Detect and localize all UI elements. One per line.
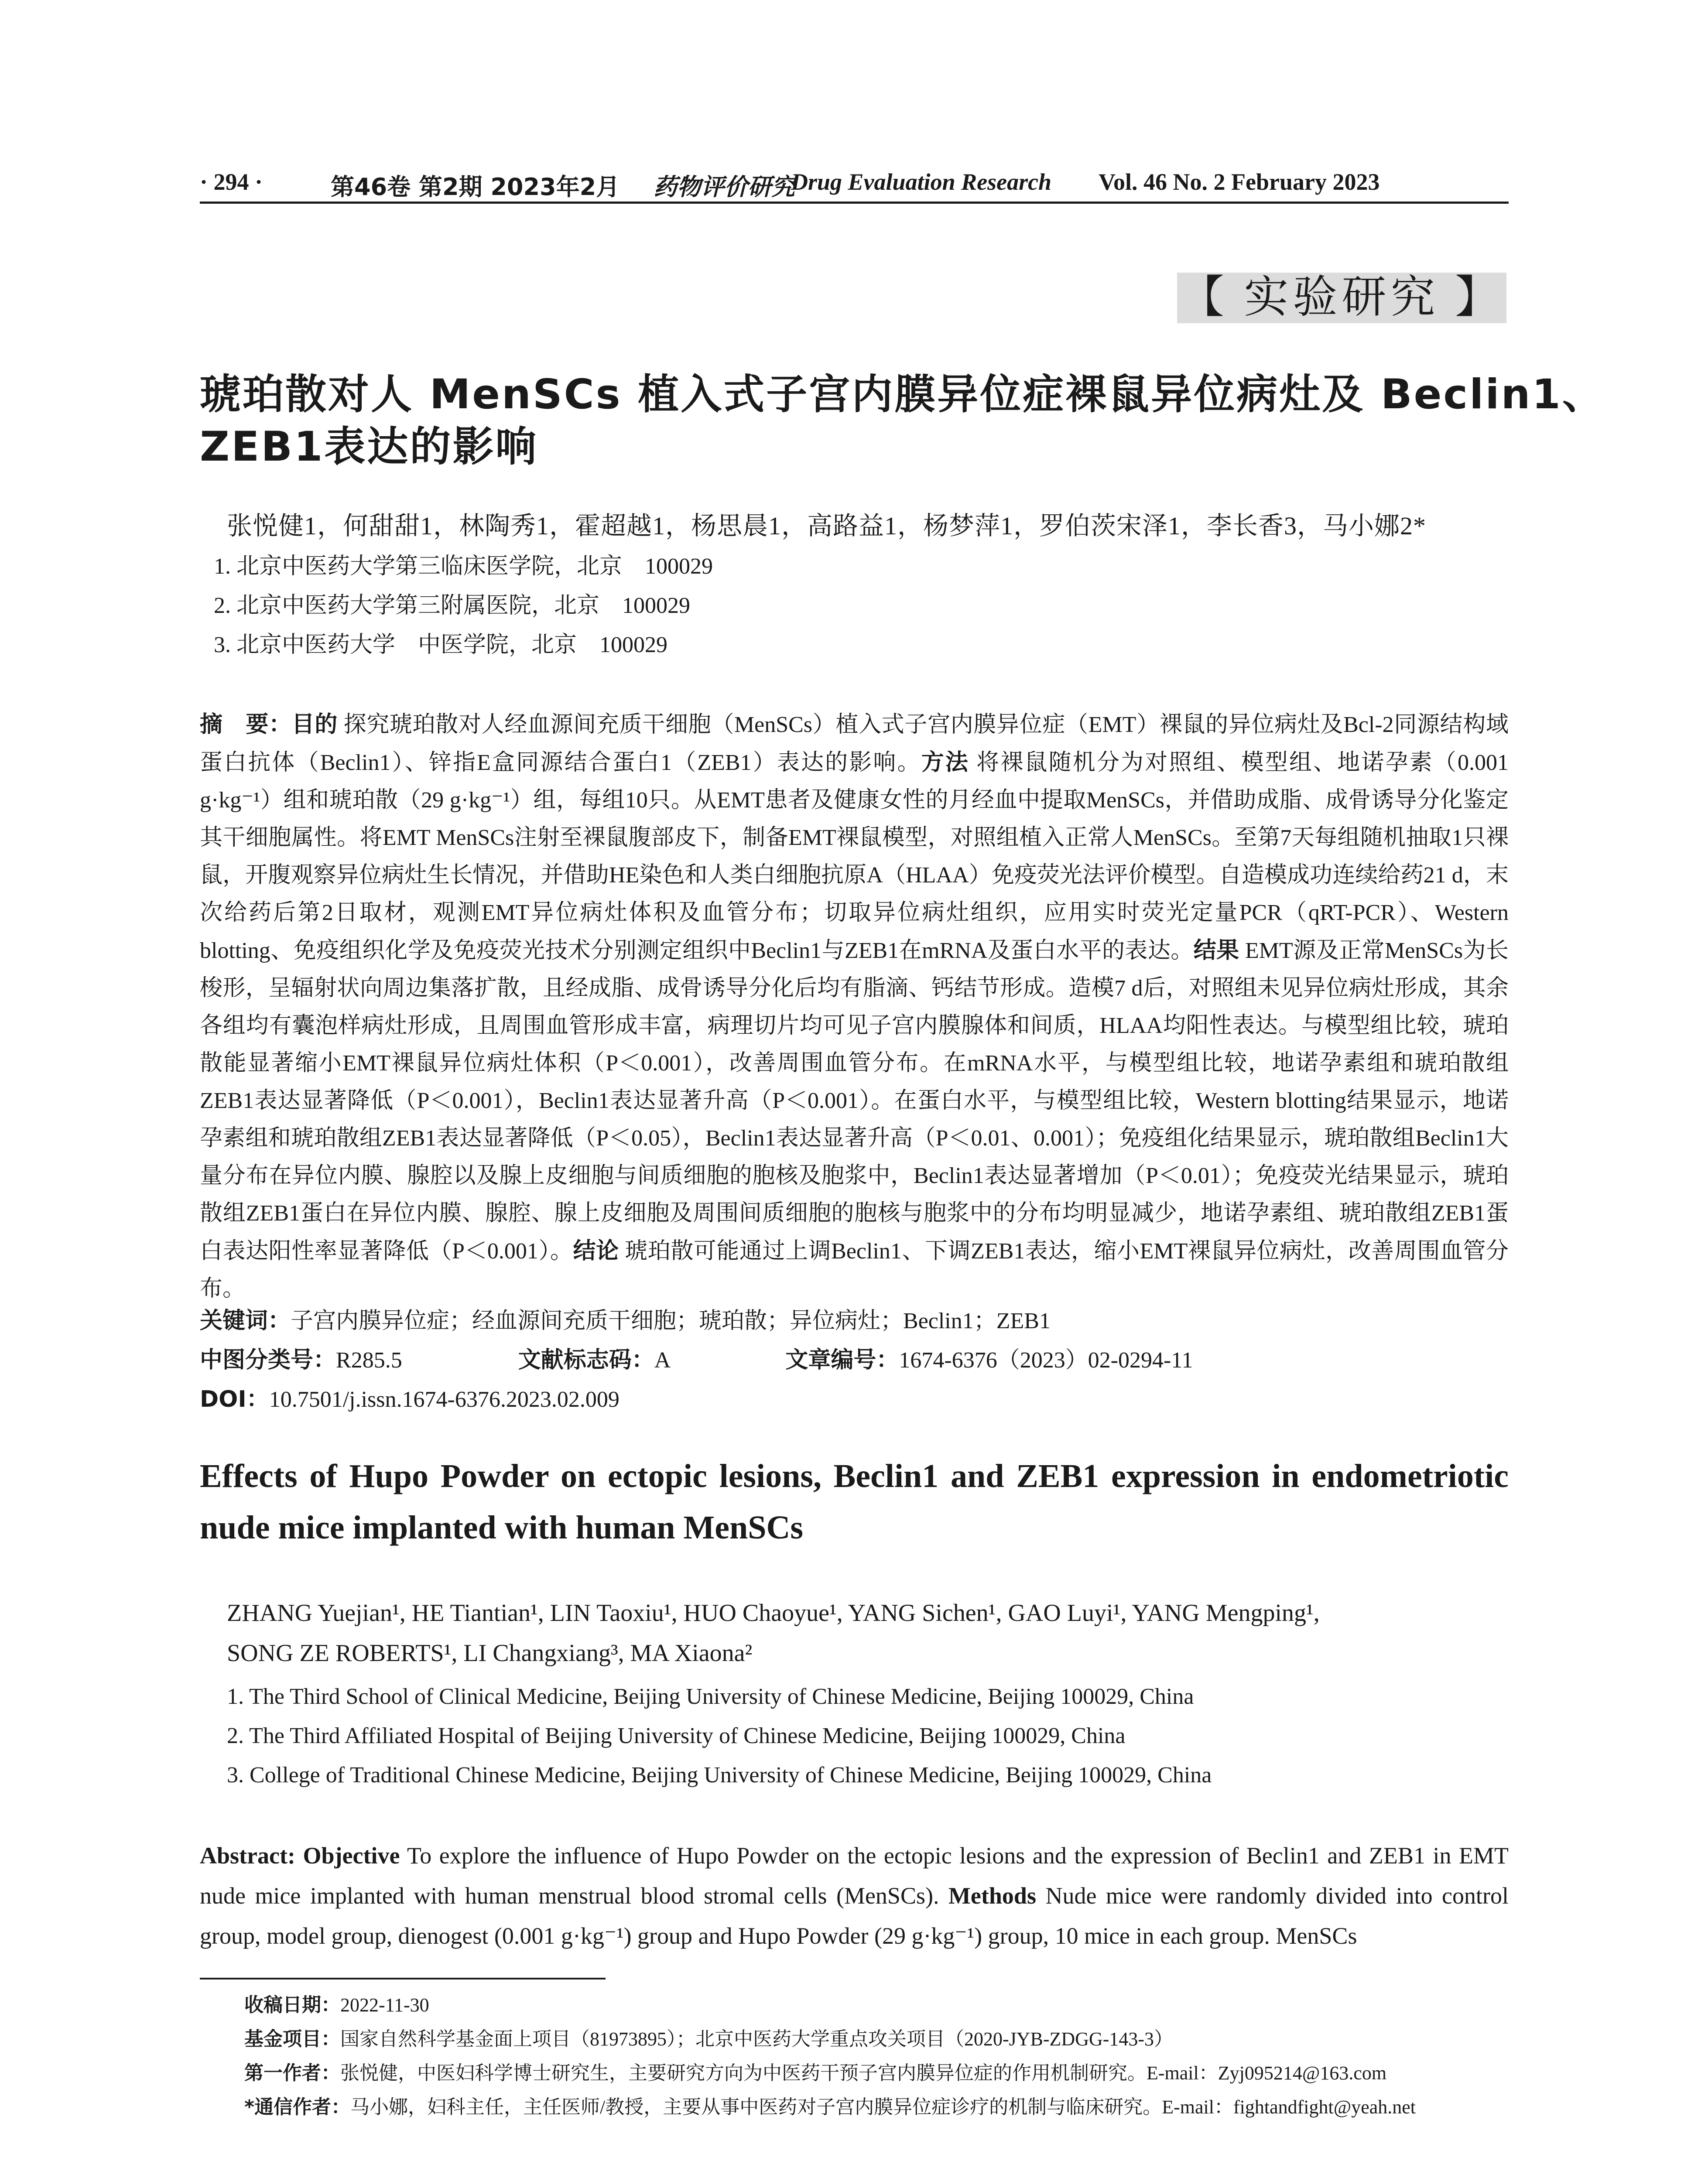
keywords-cn-label: 关键词： xyxy=(200,1308,291,1334)
header-rule xyxy=(200,202,1509,204)
results-cn: EMT源及正常MenSCs为长梭形，呈辐射状向周边集落扩散，且经成脂、成骨诱导分化后均有脂滴、钙结节形成。造模7 d后，对照组未见异位病灶形成，其余各组均有囊泡样病灶形成，且周围血管形成丰富，病理切片均可见子宫内膜腺体和间质，HLAA均阳性表达。与模型组比较，琥珀散能显著缩小EMT裸鼠异位病灶体积（P＜0.001），改善周围血管分布。在mRNA水平，与模型组比较，地诺孕素组和琥珀散组ZEB1表达显著降低（P＜0.001），Beclin1表达显著升高（P＜0.001）。在蛋白水平，与模型组比较，Western blotting结果显示，地诺孕素组和琥珀散组ZEB1表达显著降低（P＜0.05），Beclin1表达显著升高（P＜0.01、0.001）；免疫组化结果显示，琥珀散组Beclin1大量分布在异位内膜、腺腔以及腺上皮细胞与间质细胞的胞核及胞浆中，Beclin1表达显著增加（P＜0.01）；免疫荧光结果显示，琥珀散组ZEB1蛋白在异位内膜、腺腔、腺上皮细胞及周围间质细胞的胞核与胞浆中的分布均明显减少，地诺孕素组、琥珀散组ZEB1蛋白表达阳性率显著降低（P＜0.001）。 xyxy=(200,938,1509,1264)
methods-en: Nude mice were randomly divided into control group, model group, dienogest (0.001 g·kg⁻¹) group and Hupo Powder (29 g·kg⁻¹) group, 10 mice in each group. MenSCs xyxy=(200,1883,1509,1949)
footnote-corresponding xyxy=(244,2091,1416,2119)
authors-cn: 张悦健1，何甜甜1，林陶秀1，霍超越1，杨思晨1，高路益1，杨梦萍1，罗伯茨宋泽1，李长香3，马小娜2* xyxy=(227,512,1427,540)
footnote-rule xyxy=(200,1978,606,1979)
affiliation-en-1: 1. The Third School of Clinical Medicine, Beijing University of Chinese Medicine, Beijing 100029, China xyxy=(227,1684,1194,1709)
footnote-corresponding-label: *通信作者： xyxy=(244,2096,351,2118)
footnote-received-label: 收稿日期： xyxy=(244,1994,340,2016)
issue-en: Vol. 46 No. 2 February 2023 xyxy=(1099,169,1380,195)
conclusion-cn-label: 结论 xyxy=(573,1238,619,1264)
methods-cn: 将裸鼠随机分为对照组、模型组、地诺孕素（0.001 g·kg⁻¹）组和琥珀散（29 g·kg⁻¹）组，每组10只。从EMT患者及健康女性的月经血中提取MenSCs，并借助成脂、成骨诱导分化鉴定其干细胞属性。将EMT MenSCs注射至裸鼠腹部皮下，制备EMT裸鼠模型，对照组植入正常人MenSCs。至第7天每组随机抽取1只裸鼠，开腹观察异位病灶生长情况，并借助HE染色和人类白细胞抗原A（HLAA）免疫荧光法评价模型。自造模成功连续给药21 d，末次给药后第2日取材，观测EMT异位病灶体积及血管分布；切取异位病灶组织，应用实时荧光定量PCR（qRT-PCR）、Western blotting、免疫组织化学及免疫荧光技术分别测定组织中Beclin1与ZEB1在mRNA及蛋白水平的表达。 xyxy=(200,750,1509,963)
footnote-received xyxy=(244,1989,429,2017)
affiliation-en-3: 3. College of Traditional Chinese Medicine, Beijing University of Chinese Medicine, Beijing 100029, China xyxy=(227,1763,1212,1788)
affiliation-cn-2: 2. 北京中医药大学第三附属医院，北京 100029 xyxy=(214,593,691,618)
methods-cn-label: 方法 xyxy=(921,749,969,776)
objective-cn-label: 目的 xyxy=(291,711,338,738)
doc-code-label: 文献标志码： xyxy=(518,1347,654,1373)
methods-en-label: Methods xyxy=(948,1883,1036,1909)
journal-title-en: Drug Evaluation Research xyxy=(791,169,1052,195)
title-en: Effects of Hupo Powder on ectopic lesions, Beclin1 and ZEB1 expression in endometriotic nude mice implanted with human MenSCs xyxy=(200,1458,1509,1546)
abstract-en xyxy=(200,1836,1509,1956)
journal-logo-cn: 药物评价研究 xyxy=(654,174,795,200)
affiliation-cn-3: 3. 北京中医药大学 中医学院，北京 100029 xyxy=(214,632,668,657)
objective-en: To explore the influence of Hupo Powder on the ectopic lesions and the expression of Beclin1 and ZEB1 in EMT nude mice implanted with human menstrual blood stromal cells (MenSCs). xyxy=(200,1843,1509,1909)
affiliation-en-2: 2. The Third Affiliated Hospital of Beijing University of Chinese Medicine, Beijing 100029, China xyxy=(227,1723,1126,1748)
running-header xyxy=(200,168,1509,203)
doi-label: DOI： xyxy=(200,1386,269,1412)
keywords-cn xyxy=(200,1302,1051,1335)
keywords-cn-value: 子宫内膜异位症；经血源间充质干细胞；琥珀散；异位病灶；Beclin1；ZEB1 xyxy=(291,1309,1051,1333)
article-number-value: 1674-6376（2023）02-0294-11 xyxy=(899,1348,1193,1373)
title-cn-line2: ZEB1表达的影响 xyxy=(200,423,538,471)
footnote-received-value: 2022-11-30 xyxy=(340,1994,429,2016)
footnote-first-author xyxy=(244,2057,1386,2085)
objective-cn: 探究琥珀散对人经血源间充质干细胞（MenSCs）植入式子宫内膜异位症（EMT）裸鼠的异位病灶及Bcl-2同源结构域蛋白抗体（Beclin1）、锌指E盒同源结合蛋白1（ZEB1）表达的影响。 xyxy=(200,712,1509,775)
doi-line xyxy=(200,1381,620,1413)
doc-code-value: A xyxy=(654,1348,670,1373)
footnote-funding xyxy=(244,2023,1173,2051)
footnote-corresponding-value: 马小娜，妇科主任，主任医师/教授，主要从事中医药对子宫内膜异位症诊疗的机制与临床研究。E-mail：fightandfight@yeah.net xyxy=(350,2096,1416,2118)
doi-value: 10.7501/j.issn.1674-6376.2023.02.009 xyxy=(269,1387,620,1412)
conclusion-cn: 琥珀散可能通过上调Beclin1、下调ZEB1表达，缩小EMT裸鼠异位病灶，改善周围血管分布。 xyxy=(200,1239,1509,1301)
footnote-funding-label: 基金项目： xyxy=(244,2028,340,2050)
results-cn-label: 结果 xyxy=(1193,937,1239,964)
classification-line xyxy=(200,1341,1193,1374)
authors-en-line2: SONG ZE ROBERTS¹, LI Changxiang³, MA Xiaona² xyxy=(227,1640,753,1667)
clc-label: 中图分类号： xyxy=(200,1347,336,1373)
article-number-label: 文章编号： xyxy=(785,1347,899,1373)
authors-en xyxy=(227,1593,1509,1673)
objective-en-label: Objective xyxy=(303,1843,400,1869)
title-cn-line1: 琥珀散对人 MenSCs 植入式子宫内膜异位症裸鼠异位病灶及 Beclin1、 xyxy=(200,371,1605,418)
page-number: · 294 · xyxy=(200,169,263,195)
affiliation-cn-1: 1. 北京中医药大学第三临床医学院，北京 100029 xyxy=(214,554,713,579)
abstract-cn xyxy=(200,706,1509,1308)
section-tag: 【 实验研究 】 xyxy=(1177,273,1506,323)
issue-cn: 第46卷 第2期 2023年2月 xyxy=(331,173,620,201)
clc-value: R285.5 xyxy=(336,1348,402,1373)
footnote-first-author-label: 第一作者： xyxy=(244,2062,340,2084)
abstract-cn-label: 摘 要： xyxy=(200,711,292,738)
abstract-en-label: Abstract: xyxy=(200,1843,295,1869)
authors-en-line1: ZHANG Yuejian¹, HE Tiantian¹, LIN Taoxiu¹, HUO Chaoyue¹, YANG Sichen¹, GAO Luyi¹, YANG Mengping¹, xyxy=(227,1600,1320,1627)
footnote-first-author-value: 张悦健，中医妇科学博士研究生，主要研究方向为中医药干预子宫内膜异位症的作用机制研究。E-mail：Zyj095214@163.com xyxy=(340,2062,1387,2084)
footnote-funding-value: 国家自然科学基金面上项目（81973895）；北京中医药大学重点攻关项目（2020-JYB-ZDGG-143-3） xyxy=(340,2028,1174,2050)
